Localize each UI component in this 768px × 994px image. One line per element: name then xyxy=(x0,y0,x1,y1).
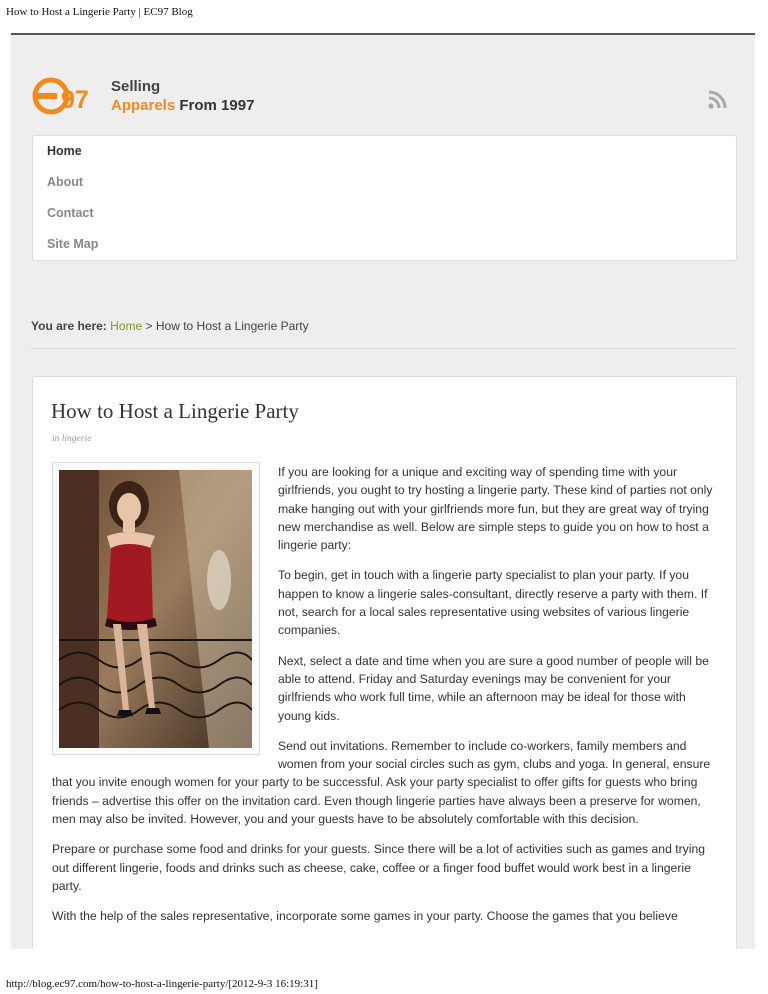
print-footer-url: http://blog.ec97.com/how-to-host-a-lingerie-party/[2012-9-3 16:19:31] xyxy=(6,978,318,990)
logo-line-2-rest: From 1997 xyxy=(179,97,255,114)
rss-feed-icon[interactable] xyxy=(707,90,727,110)
image-float-spacer xyxy=(52,463,278,758)
article-paragraph: To begin, get in touch with a lingerie party specialist to plan your party. If you happen to know a lingerie sales-consultant, directly reserve a party with them. If not, search for a local sales representative using websites of various lingerie companies. xyxy=(278,568,708,638)
article-category[interactable]: in lingerie xyxy=(52,434,92,444)
article-paragraph: Prepare or purchase some food and drinks for your guests. Since there will be a lot of activities such as games and trying out different lingerie, foods and drinks such as cheese, cake, coffee or a finger food buffet would work best in a lingerie party. xyxy=(52,842,706,893)
site-logo[interactable] xyxy=(31,73,271,121)
svg-text:97: 97 xyxy=(61,86,89,114)
article-title[interactable]: How to Host a Lingerie Party xyxy=(51,399,299,423)
article-post xyxy=(32,376,737,949)
nav-item-site-map[interactable]: Site Map xyxy=(47,237,99,251)
breadcrumb xyxy=(31,319,309,333)
print-header: How to Host a Lingerie Party | EC97 Blog xyxy=(6,6,193,18)
article-paragraph: Send out invitations. Remember to include co-workers, family members and women from your social circles such as gym, clubs and yoga. In general, ensure that you invite enough women for your party to be successful. Ask your party specialist to offer gifts for guests who bring friends – advertise this offer on the invitation card. Even though lingerie parties have always been a preserve for women, men may also be invited. However, you and your guests have to be absolutely comfortable with this decision. xyxy=(52,738,711,827)
breadcrumb-home-link[interactable]: Home xyxy=(110,319,143,333)
article-paragraph: If you are looking for a unique and exciting way of spending time with your girlfriends, you ought to try hosting a lingerie party. These kind of parties not only make hanging out with your girlfriends more fun, but they are great way of trying new merchandise as well. Below are simple steps to guide you on how to host a lingerie party: xyxy=(278,465,713,553)
logo-line-2 xyxy=(111,96,254,115)
main-navigation xyxy=(32,135,737,261)
article-paragraph: With the help of the sales representative, incorporate some games in your party. Choose the games that you believe xyxy=(52,909,678,924)
breadcrumb-prefix: You are here: xyxy=(31,319,107,333)
logo-line-2-accent: Apparels xyxy=(111,97,176,114)
logo-tagline xyxy=(111,77,254,115)
article-body xyxy=(52,463,718,938)
breadcrumb-current: How to Host a Lingerie Party xyxy=(155,319,309,333)
ec97-logo-mark xyxy=(31,75,105,117)
nav-item-home[interactable]: Home xyxy=(47,144,82,158)
nav-item-about[interactable]: About xyxy=(47,175,84,189)
page-container xyxy=(11,33,755,949)
logo-line-1: Selling xyxy=(111,78,161,95)
breadcrumb-separator: > xyxy=(145,319,153,333)
nav-item-contact[interactable]: Contact xyxy=(47,206,94,220)
article-paragraph: Next, select a date and time when you are sure a good number of people will be able to attend. Friday and Saturday evenings may be convenient for your girlfriends who work full time, while an afternoon may be ideal for those with young kids. xyxy=(278,653,709,723)
breadcrumb-divider xyxy=(31,348,736,349)
